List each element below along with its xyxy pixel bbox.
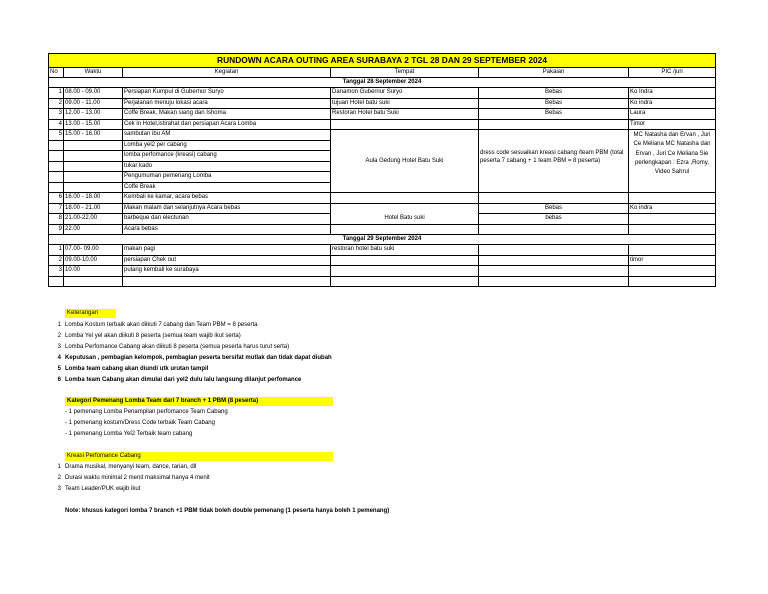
header-pakaian: Pakaian xyxy=(479,68,629,78)
day1-date: Tanggal 28 September 2024 xyxy=(49,78,716,88)
list-item: 3 Team Leader/PUK wajib ikut xyxy=(57,485,141,492)
header-tempat: Tempat xyxy=(331,68,479,78)
list-item: - 1 pemenang Lomba Yel2 Terbaik team cabang xyxy=(65,430,193,437)
table-row xyxy=(49,203,716,214)
list-item: 3 Lomba Perfomance Cabang akan diikuti 8 peserta (semua peserta harus turut serta) xyxy=(57,343,290,350)
kategori-heading: Kategori Pemenang Lomba Team dari 7 branch + 1 PBM (8 peserta) xyxy=(65,397,333,406)
cell-pic: Timor xyxy=(629,119,716,130)
cell-pic xyxy=(629,214,716,225)
table-row xyxy=(49,245,716,256)
cell-kegiatan: Lomba yel2 per cabang xyxy=(123,140,331,151)
keterangan-section xyxy=(48,309,728,384)
cell-pakaian xyxy=(479,255,629,266)
cell-no: 6 xyxy=(49,193,64,204)
list-item: 1 Lomba Kostum terbaik akan diikuti 7 cabang dan Team PBM = 8 peserta xyxy=(57,321,258,328)
cell-waktu: 12.00 - 13.00 xyxy=(64,109,123,120)
cell-pic: Ko Indra xyxy=(629,88,716,99)
cell-tempat-hotel: Hotel Batu suki xyxy=(331,203,479,224)
cell-kegiatan: lomba perfomance (kreasi) cabang xyxy=(123,151,331,162)
table-row xyxy=(49,88,716,99)
list-item: 2 Durasi waktu minimal 2 menit maksimal hanya 4 menit xyxy=(57,474,210,481)
cell-tempat xyxy=(331,224,479,235)
cell-kegiatan: Coffe Break xyxy=(123,182,331,193)
cell-kegiatan: Pengumuman pemenang Lomba xyxy=(123,172,331,183)
cell-pic: timor xyxy=(629,255,716,266)
cell-kegiatan: makan pagi xyxy=(123,245,331,256)
cell-waktu: 09.00 - 11.00 xyxy=(64,98,123,109)
cell-no: 7 xyxy=(49,203,64,214)
table-row xyxy=(49,98,716,109)
cell-no: 3 xyxy=(49,266,64,277)
note-section xyxy=(48,507,728,516)
cell-pic: Ko indra xyxy=(629,203,716,214)
cell-no: 5 xyxy=(49,130,64,141)
cell-tempat: Restoran Hotel batu Suki xyxy=(331,109,479,120)
list-item: 5 Lomba team cabang akan diundi utk urutan tampil xyxy=(57,365,209,372)
cell-pakaian-dresscode: dress code sesuaikan kreasi cabang /team PBM (total peserta 7 cabang + 1 team PBM = 8 peserta) xyxy=(479,130,629,193)
keterangan-heading: Keterangan xyxy=(65,309,116,318)
cell-kegiatan: Persiapan Kumpul di Gubernur Suryo xyxy=(123,88,331,99)
cell-pakaian: Bebas xyxy=(479,98,629,109)
cell-pakaian: Bebas xyxy=(479,203,629,214)
cell-pic-juri: MC Natasha dan Ervan , Juri Ce Meliana MC Natasha dan Ervan , Juri Ce Meliana Sie perlengkapan : Ezra ,Romy, Video Sahrul xyxy=(629,130,716,193)
header-waktu: Waktu xyxy=(64,68,123,78)
table-row xyxy=(49,109,716,120)
cell-kegiatan: pulang kembali ke surabaya xyxy=(123,266,331,277)
cell-waktu: 09.00-10.00 xyxy=(64,255,123,266)
header-row xyxy=(49,68,716,78)
table-row xyxy=(49,130,716,141)
cell-no: 8 xyxy=(49,214,64,225)
cell-kegiatan: sambutan ibu AM xyxy=(123,130,331,141)
cell-pic xyxy=(629,245,716,256)
list-item: 4 Keputusan , pembagian kelompok, pembagian peserta bersifat mutlak dan tidak dapat diubah xyxy=(57,354,332,361)
cell-no: 4 xyxy=(49,119,64,130)
list-item: 2 Lomba Yel yel akan diikuti 8 peserta (semua team wajib ikut serta) xyxy=(57,332,241,339)
cell-kegiatan: Kembali ke kamar, acara bebas xyxy=(123,193,331,204)
cell-pic xyxy=(629,193,716,204)
header-pic: PIC /juri xyxy=(629,68,716,78)
cell-waktu: 13.00 - 15.00 xyxy=(64,119,123,130)
cell-kegiatan: Acara bebas xyxy=(123,224,331,235)
kreasi-section xyxy=(48,452,728,493)
list-item: 1 Drama musikal, menyanyi team, dance, tarian, dll xyxy=(57,463,197,470)
cell-pic: Ko indra xyxy=(629,98,716,109)
cell-waktu: 22.00 xyxy=(64,224,123,235)
cell-kegiatan: barbeque dan electunan xyxy=(123,214,331,225)
cell-pic xyxy=(629,224,716,235)
sheet-title: RUNDOWN ACARA OUTING AREA SURABAYA 2 TGL 28 DAN 29 SEPTEMBER 2024 xyxy=(49,54,716,68)
kreasi-heading: Kreasi Perfomance Cabang xyxy=(65,452,333,461)
cell-pakaian xyxy=(479,193,629,204)
cell-pic xyxy=(629,266,716,277)
cell-waktu: 08.00 - 09.00 xyxy=(64,88,123,99)
cell-kegiatan: Coffe Break, Makan siang dan Ishoma xyxy=(123,109,331,120)
cell-tempat: Danamon Gubernur Suryo xyxy=(331,88,479,99)
table-row-empty xyxy=(49,276,716,286)
date-row-day2 xyxy=(49,235,716,245)
table-row xyxy=(49,119,716,130)
kategori-section xyxy=(48,397,728,438)
cell-no: 2 xyxy=(49,98,64,109)
cell-tempat: restoran hotel batu suki xyxy=(331,245,479,256)
cell-pakaian: Bebas xyxy=(479,88,629,99)
cell-tempat: tujuan Hotel batu suki xyxy=(331,98,479,109)
table-row xyxy=(49,255,716,266)
cell-waktu: 15.00 - 16.00 xyxy=(64,130,123,141)
cell-tempat xyxy=(331,193,479,204)
cell-kegiatan: Cek in Hotel,istirahat dan persiapan Acara Lomba xyxy=(123,119,331,130)
table-row xyxy=(49,224,716,235)
cell-kegiatan: Perjalanan menuju lokasi acara xyxy=(123,98,331,109)
footnote: Note: khusus kategori lomba 7 branch +1 PBM tidak boleh double pemenang (1 peserta hanya boleh 1 pemenang) xyxy=(65,508,390,514)
cell-tempat-aula: Aula Gedung Hotel Batu Suki xyxy=(331,130,479,193)
cell-pakaian xyxy=(479,119,629,130)
cell-tempat xyxy=(331,255,479,266)
day2-date: Tanggal 29 September 2024 xyxy=(49,235,716,245)
cell-waktu: 16.00 - 18.00 xyxy=(64,193,123,204)
rundown-sheet xyxy=(48,53,715,287)
cell-waktu: 10.00 xyxy=(64,266,123,277)
cell-tempat xyxy=(331,266,479,277)
title-row xyxy=(49,54,716,68)
cell-pakaian xyxy=(479,224,629,235)
cell-no: 3 xyxy=(49,109,64,120)
cell-waktu: 21.00-22.00 xyxy=(64,214,123,225)
list-item: 6 Lomba team Cabang akan dimulai dari yel2 dulu lalu langsung dilanjut perfomance xyxy=(57,376,302,383)
cell-pakaian: Bebas xyxy=(479,109,629,120)
header-kegiatan: Kegiatan xyxy=(123,68,331,78)
table-row xyxy=(49,266,716,277)
date-row-day1 xyxy=(49,78,716,88)
cell-no: 1 xyxy=(49,88,64,99)
cell-waktu: 07.00- 09.00 xyxy=(64,245,123,256)
cell-no: 1 xyxy=(49,245,64,256)
cell-no: 9 xyxy=(49,224,64,235)
cell-no: 2 xyxy=(49,255,64,266)
header-no: No xyxy=(49,68,64,78)
cell-kegiatan: Makan malam dan selanjutnya Acara bebas xyxy=(123,203,331,214)
cell-tempat xyxy=(331,119,479,130)
table-row xyxy=(49,193,716,204)
rundown-table xyxy=(48,53,716,287)
cell-kegiatan: tukar kado xyxy=(123,161,331,172)
cell-pakaian xyxy=(479,245,629,256)
list-item: - 1 pemenang kostum/Dress Code terbaik Team Cabang xyxy=(65,419,215,426)
list-item: - 1 pemenang Lomba Penampilan perfomance Team Cabang xyxy=(65,408,228,415)
cell-kegiatan: persiapan Chek out xyxy=(123,255,331,266)
cell-waktu: 18.00 - 21.00 xyxy=(64,203,123,214)
cell-pakaian: bebas xyxy=(479,214,629,225)
cell-pakaian xyxy=(479,266,629,277)
cell-pic: Laura xyxy=(629,109,716,120)
